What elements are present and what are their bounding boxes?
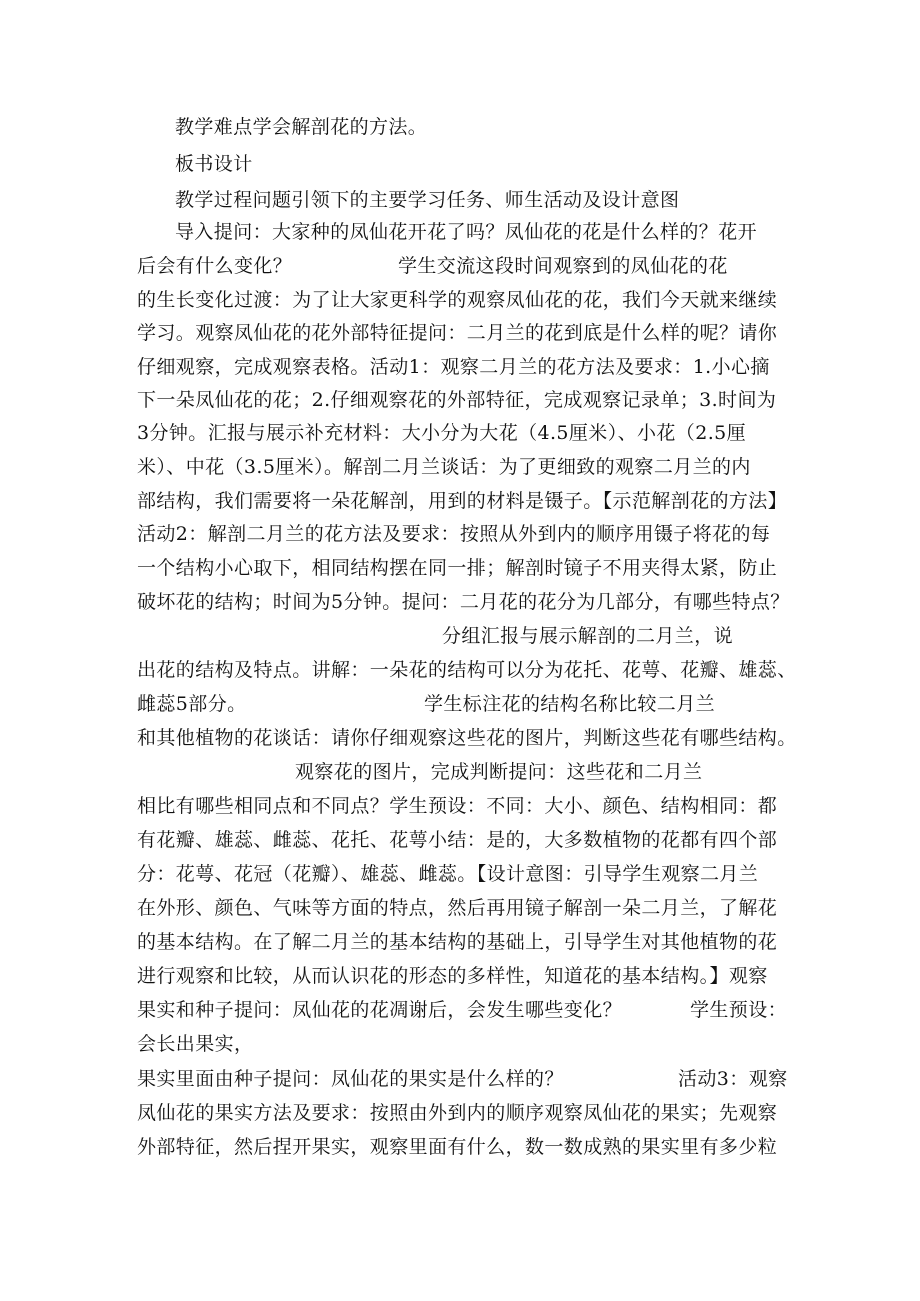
text-line: 米）、中花（3.5厘米）。解剖二月兰谈话：为了更细致的观察二月兰的内 <box>137 456 751 478</box>
text-line: 分组汇报与展示解剖的二月兰，说 <box>442 625 734 647</box>
text-line: 学生预设： <box>690 999 788 1021</box>
text-line: 的基本结构。在了解二月兰的基本结构的基础上，引导学生对其他植物的花 <box>137 931 778 953</box>
text-line: 相比有哪些相同点和不同点？学生预设：不同：大小、颜色、结构相同：都 <box>137 795 778 817</box>
text-line: 学习。观察凤仙花的花外部特征提问：二月兰的花到底是什么样的呢？请你 <box>137 322 778 344</box>
text-line: 外部特征，然后捏开果实，观察里面有什么，数一数成熟的果实里有多少粒 <box>137 1136 778 1158</box>
text-line: 会长出果实， <box>137 1033 254 1055</box>
text-line: 果实里面由种子提问：凤仙花的果实是什么样的？ <box>137 1068 564 1090</box>
text-line: 在外形、颜色、气味等方面的特点，然后再用镜子解剖一朵二月兰，了解花 <box>137 897 778 919</box>
text-line: 部结构，我们需要将一朵花解剖，用到的材料是镊子。【示范解剖花的方法】 <box>137 490 788 512</box>
text-line: 3分钟。汇报与展示补充材料：大小分为大花（4.5厘米）、小花（2.5厘 <box>137 422 747 444</box>
text-line: 凤仙花的果实方法及要求：按照由外到内的顺序观察凤仙花的果实；先观察 <box>137 1102 778 1124</box>
text-line: 学生交流这段时间观察到的凤仙花的花 <box>398 255 728 277</box>
text-line: 教学过程问题引领下的主要学习任务、师生活动及设计意图 <box>175 189 680 211</box>
text-line: 活动3：观察 <box>678 1068 788 1090</box>
text-line: 破坏花的结构；时间为5分钟。提问：二月花的花分为几部分，有哪些特点？ <box>137 591 790 613</box>
text-line: 出花的结构及特点。讲解：一朵花的结构可以分为花托、花萼、花瓣、雄蕊、 <box>137 659 797 681</box>
text-line: 进行观察和比较，从而认识花的形态的多样性，知道花的基本结构。】观察 <box>137 965 768 987</box>
text-line: 的生长变化过渡：为了让大家更科学的观察凤仙花的花，我们今天就来继续 <box>137 289 778 311</box>
text-line: 教学难点学会解剖花的方法。 <box>175 116 428 138</box>
text-line: 下一朵凤仙花的花；2.仔细观察花的外部特征，完成观察记录单；3.时间为 <box>137 389 777 411</box>
text-line: 果实和种子提问：凤仙花的花凋谢后，会发生哪些变化？ <box>137 999 623 1021</box>
text-line: 导入提问：大家种的凤仙花开花了吗？凤仙花的花是什么样的？花开 <box>175 221 758 243</box>
text-line: 板书设计 <box>175 153 253 175</box>
text-line: 活动2：解剖二月兰的花方法及要求：按照从外到内的顺序用镊子将花的每 <box>137 523 771 545</box>
text-line: 观察花的图片，完成判断提问：这些花和二月兰 <box>295 761 703 783</box>
text-line: 分：花萼、花冠（花瓣）、雄蕊、雌蕊。【设计意图：引导学生观察二月兰 <box>137 863 759 885</box>
text-line: 仔细观察，完成观察表格。活动1：观察二月兰的花方法及要求：1.小心摘 <box>137 356 770 378</box>
text-line: 后会有什么变化？ <box>137 255 293 277</box>
text-line: 雌蕊5部分。 <box>137 693 247 715</box>
text-line: 和其他植物的花谈话：请你仔细观察这些花的图片，判断这些花有哪些结构。 <box>137 727 797 749</box>
text-line: 一个结构小心取下，相同结构摆在同一排；解剖时镜子不用夹得太紧，防止 <box>137 557 778 579</box>
text-line: 有花瓣、雄蕊、雌蕊、花托、花萼小结：是的，大多数植物的花都有四个部 <box>137 829 778 851</box>
text-line: 学生标注花的结构名称比较二月兰 <box>424 693 716 715</box>
